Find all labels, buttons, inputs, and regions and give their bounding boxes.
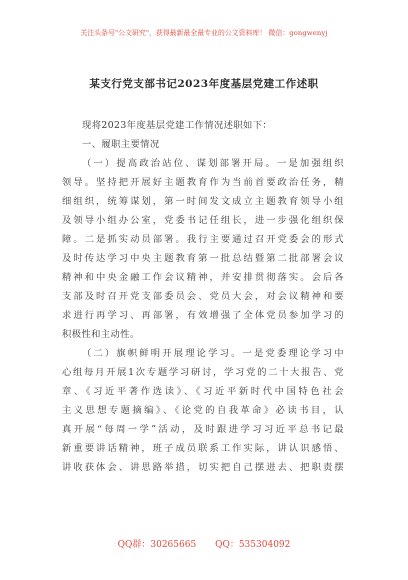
body-line: 章、《习近平著作选读》、《习近平新时代中国特色社会 <box>62 386 344 397</box>
section-heading: 一、履职主要情况 <box>82 139 160 150</box>
body-line: 领导。坚持把开展好主题教育作为当前首要政治任务，精 <box>62 177 344 188</box>
qq-number: QQ：535304092 <box>215 540 291 550</box>
body-line: （二）旗帜鲜明开展理论学习。一是党委理论学习中 <box>82 348 344 359</box>
document-body <box>62 116 344 477</box>
qq-group-number: QQ群：30265665 <box>117 540 197 550</box>
body-line: 现将2023年度基层党建工作情况述职如下： <box>82 120 273 131</box>
body-line: 真开展“每周一学”活动，及时跟进学习习近平总书记最 <box>62 424 344 435</box>
body-line: 心组每月开展1次专题学习研讨，学习党的二十大报告、党 <box>62 367 344 378</box>
document-title: 某支行党支部书记2023年度基层党建工作述职 <box>89 78 319 90</box>
body-line: 讲收获体会、讲思路举措，切实把自己摆进去、把职责摆 <box>62 462 344 473</box>
body-line: 支部及时召开党支部委员会、党员大会，对会议精神和要 <box>62 291 344 302</box>
body-line: 新重要讲话精神，班子成员联系工作实际，讲认识感悟、 <box>62 443 344 454</box>
body-line: 求进行再学习、再部署，有效增强了全体党员参加学习的 <box>62 310 344 321</box>
body-line: 及时传达学习中央主题教育第一批总结暨第二批部署会议 <box>62 253 344 264</box>
header-banner: 关注头条号"公文研究"，获得最新最全最专业的公文资料库！ 微信：gongwenyj <box>80 29 328 37</box>
body-line: 及领导小组办公室，党委书记任组长，进一步强化组织保 <box>62 215 344 226</box>
body-line: 障。二是抓实动员部署。我行主要通过召开党委会的形式 <box>62 234 344 245</box>
body-line: 细组织，统筹谋划，第一时间发文成立主题教育领导小组 <box>62 196 344 207</box>
body-line: 主义思想专题摘编》、《论党的自我革命》必读书目，认 <box>62 405 344 416</box>
body-line: （一）提高政治站位、谋划部署开局。一是加强组织 <box>82 158 344 169</box>
body-line: 精神和中央金融工作会议精神，并安排贯彻落实。会后各 <box>62 272 344 283</box>
footer-contact <box>0 537 408 550</box>
body-line: 积极性和主动性。 <box>62 329 140 340</box>
